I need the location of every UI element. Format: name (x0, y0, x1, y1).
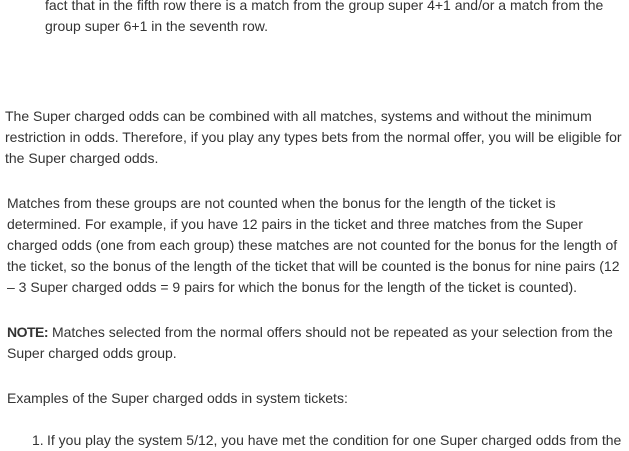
list-item (32, 430, 627, 451)
list-item-text: If you play the system 5/12, you have met the condition for one Super charged odds from the (47, 432, 622, 448)
list-item-number: 1. (32, 432, 44, 448)
note-text: Matches selected from the normal offers should not be repeated as your selection from the Super charged odds group. (7, 324, 613, 361)
examples-heading: Examples of the Super charged odds in system tickets: (7, 390, 348, 406)
note-paragraph (7, 322, 627, 364)
list-item-continuation: fact that in the fifth row there is a match from the group super 4+1 and/or a match from the group super 6+1 in the seventh row. (45, 0, 604, 34)
paragraph-combination: The Super charged odds can be combined with all matches, systems and without the minimum restriction in odds. Therefore, if you play any types bets from the normal offer, you will be eligible for the Super charged odds. (5, 108, 622, 166)
note-label: NOTE: (7, 324, 49, 340)
paragraph-ticket-length: Matches from these groups are not counted when the bonus for the length of the ticket is determined. For example, if you have 12 pairs in the ticket and three matches from the Super charged odds (one from each group) these matches are not counted for the bonus for the length of the ticket, so the bonus of the length of the ticket that will be counted is the bonus for nine pairs (12 – 3 Super charged odds = 9 pairs for which the bonus for the length of the ticket is counted). (7, 195, 620, 295)
